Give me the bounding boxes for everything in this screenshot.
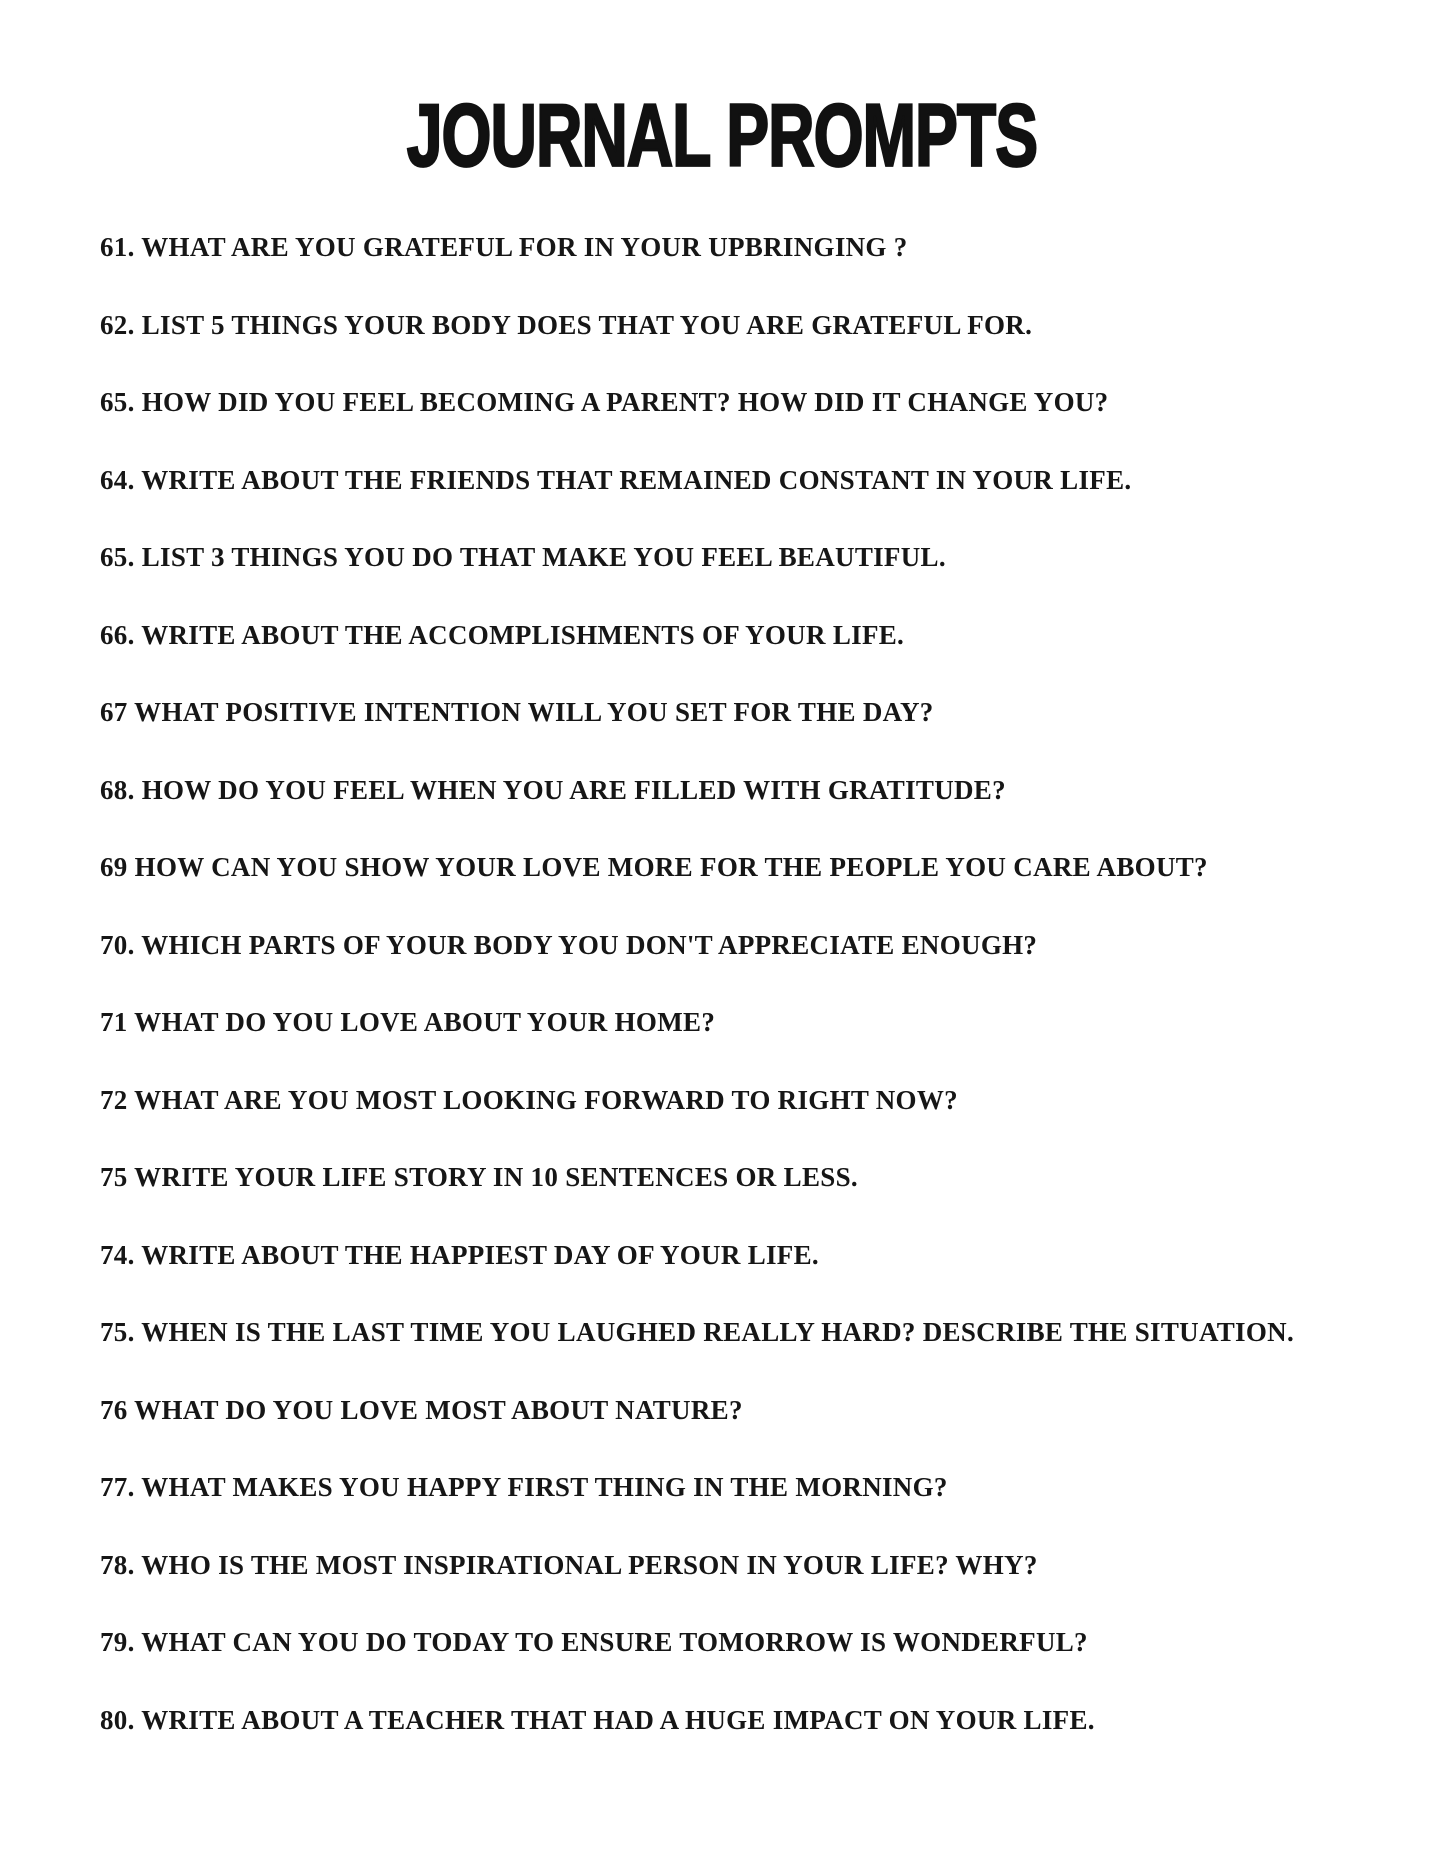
- prompt-item: [100, 849, 1405, 927]
- prompt-text: 64. WRITE ABOUT THE FRIENDS THAT REMAINED CONSTANT IN YOUR LIFE.: [100, 464, 1132, 495]
- prompt-list: [100, 229, 1405, 1779]
- page-title: JOURNAL PROMPTS: [407, 86, 1038, 185]
- prompt-text: 62. LIST 5 THINGS YOUR BODY DOES THAT YOU ARE GRATEFUL FOR.: [100, 309, 1033, 340]
- prompt-item: [100, 1159, 1405, 1237]
- prompt-item: [100, 1314, 1405, 1392]
- prompt-text: 75. WHEN IS THE LAST TIME YOU LAUGHED REALLY HARD? DESCRIBE THE SITUATION.: [100, 1317, 1295, 1347]
- prompt-text: 74. WRITE ABOUT THE HAPPIEST DAY OF YOUR LIFE.: [100, 1239, 819, 1270]
- prompt-item: [100, 927, 1405, 1005]
- prompt-text: 67 WHAT POSITIVE INTENTION WILL YOU SET FOR THE DAY?: [100, 697, 934, 727]
- prompt-item: [100, 1547, 1405, 1625]
- title-container: [0, 86, 1445, 185]
- prompt-text: 69 HOW CAN YOU SHOW YOUR LOVE MORE FOR THE PEOPLE YOU CARE ABOUT?: [100, 852, 1208, 882]
- prompt-item: [100, 462, 1405, 540]
- prompt-text: 65. LIST 3 THINGS YOU DO THAT MAKE YOU FEEL BEAUTIFUL.: [100, 542, 946, 572]
- prompt-item: [100, 1237, 1405, 1315]
- prompt-item: [100, 1469, 1405, 1547]
- prompt-item: [100, 307, 1405, 385]
- prompt-text: 61. WHAT ARE YOU GRATEFUL FOR IN YOUR UPBRINGING ?: [100, 232, 908, 262]
- prompt-text: 70. WHICH PARTS OF YOUR BODY YOU DON'T APPRECIATE ENOUGH?: [100, 929, 1038, 960]
- prompt-item: [100, 1004, 1405, 1082]
- prompt-text: 78. WHO IS THE MOST INSPIRATIONAL PERSON IN YOUR LIFE? WHY?: [100, 1549, 1038, 1580]
- prompt-item: [100, 539, 1405, 617]
- prompt-item: [100, 1392, 1405, 1470]
- prompt-text: 79. WHAT CAN YOU DO TODAY TO ENSURE TOMORROW IS WONDERFUL?: [100, 1627, 1088, 1657]
- prompt-text: 80. WRITE ABOUT A TEACHER THAT HAD A HUGE IMPACT ON YOUR LIFE.: [100, 1704, 1095, 1735]
- prompt-item: [100, 1624, 1405, 1702]
- prompt-item: [100, 229, 1405, 307]
- prompt-item: [100, 617, 1405, 695]
- prompt-item: [100, 1702, 1405, 1780]
- prompt-item: [100, 772, 1405, 850]
- prompt-item: [100, 384, 1405, 462]
- prompt-text: 66. WRITE ABOUT THE ACCOMPLISHMENTS OF YOUR LIFE.: [100, 619, 905, 650]
- prompt-text: 76 WHAT DO YOU LOVE MOST ABOUT NATURE?: [100, 1394, 743, 1425]
- prompt-text: 71 WHAT DO YOU LOVE ABOUT YOUR HOME?: [100, 1007, 716, 1037]
- prompt-text: 77. WHAT MAKES YOU HAPPY FIRST THING IN THE MORNING?: [100, 1472, 948, 1502]
- prompt-text: 68. HOW DO YOU FEEL WHEN YOU ARE FILLED WITH GRATITUDE?: [100, 774, 1006, 805]
- prompt-text: 65. HOW DID YOU FEEL BECOMING A PARENT? HOW DID IT CHANGE YOU?: [100, 387, 1109, 417]
- prompt-text: 75 WRITE YOUR LIFE STORY IN 10 SENTENCES OR LESS.: [100, 1162, 858, 1192]
- prompt-text: 72 WHAT ARE YOU MOST LOOKING FORWARD TO RIGHT NOW?: [100, 1084, 958, 1115]
- prompt-item: [100, 694, 1405, 772]
- prompt-item: [100, 1082, 1405, 1160]
